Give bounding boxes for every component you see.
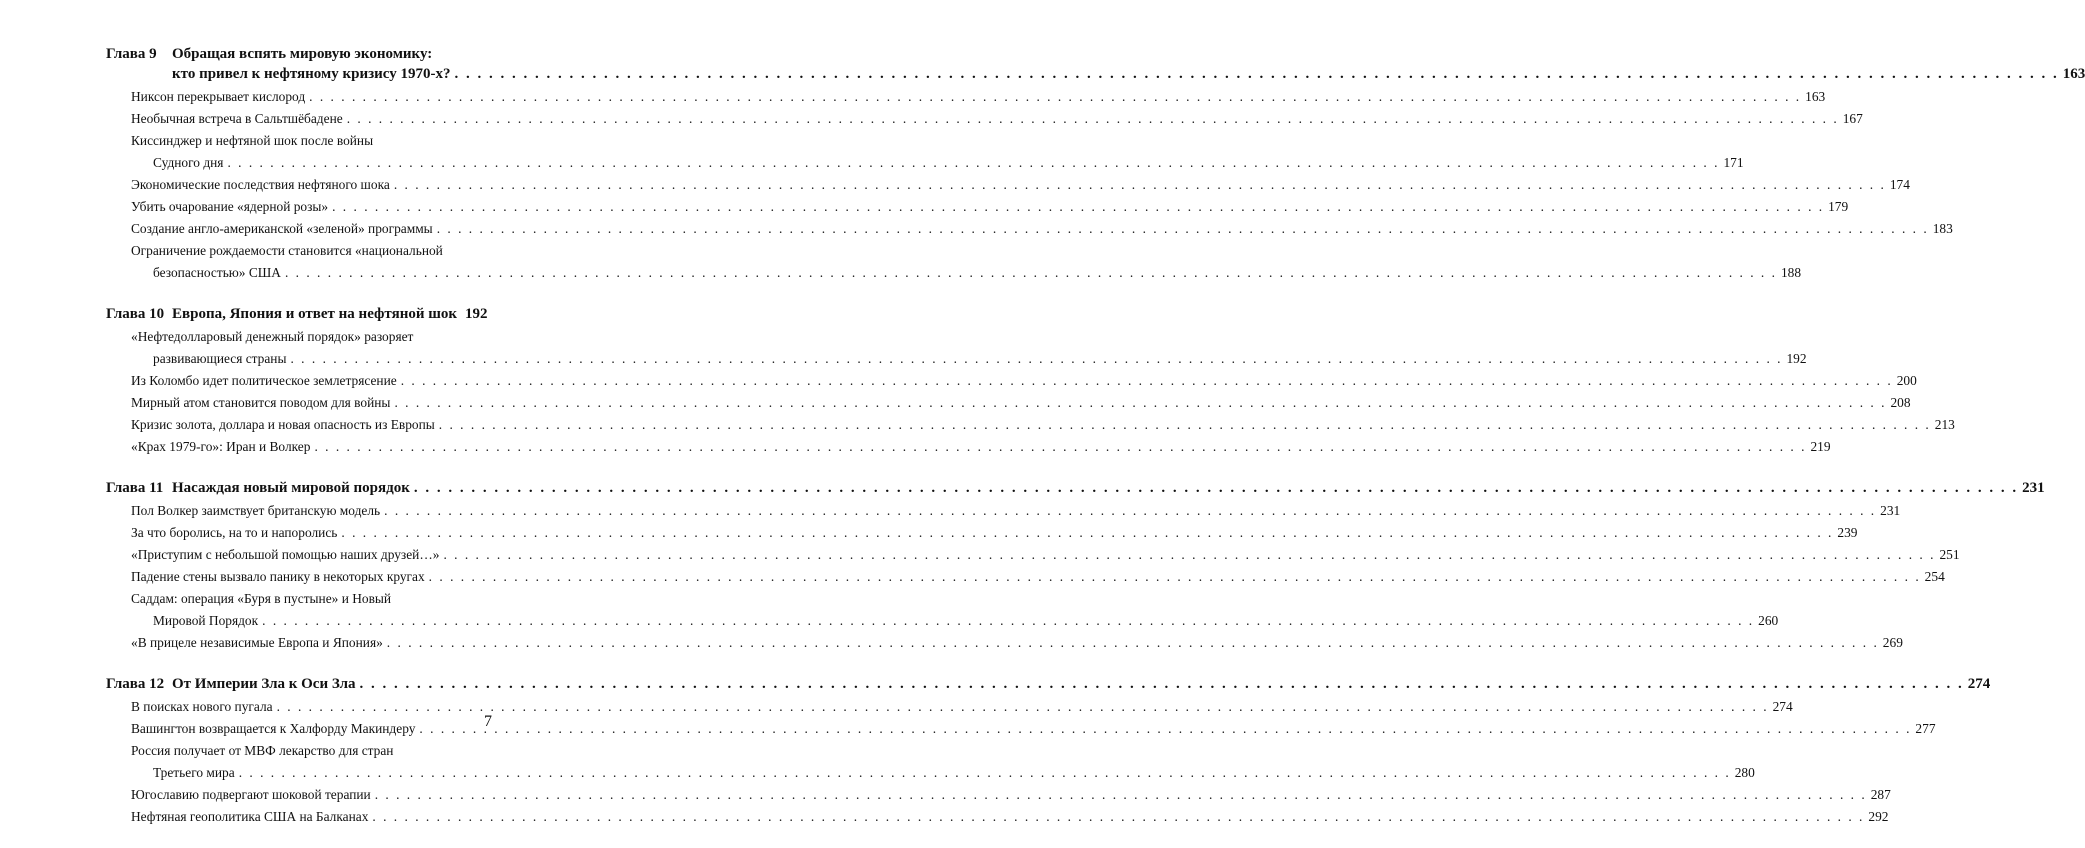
section-title: Мирный атом становится поводом для войны	[131, 395, 391, 410]
section-page: 179	[1828, 199, 1849, 214]
section-page: 208	[1890, 395, 1911, 410]
section-entry	[131, 370, 1917, 392]
section-page: 171	[1723, 155, 1744, 170]
chapter-9	[106, 44, 2085, 284]
section-title: «В прицеле независимые Европа и Япония»	[131, 635, 383, 650]
section-list	[106, 500, 1960, 654]
section-entry	[131, 218, 1953, 240]
section-page: 183	[1932, 221, 1953, 236]
section-page: 219	[1810, 439, 1831, 454]
chapter-page: 163	[2062, 66, 2085, 82]
section-title: «Приступим с небольшой помощью наших друзей…»	[131, 547, 440, 562]
dot-leader	[375, 784, 1867, 806]
dot-leader	[394, 392, 1886, 414]
section-title: В поисках нового пугала	[131, 699, 273, 714]
chapter-11	[106, 478, 2045, 654]
section-entry	[131, 414, 1955, 436]
section-page: 260	[1758, 613, 1779, 628]
chapter-heading	[106, 478, 2045, 498]
dot-leader	[419, 718, 1911, 740]
dot-leader	[290, 348, 1782, 370]
chapter-title: Насаждая новый мировой порядок	[172, 480, 410, 496]
section-page: 239	[1837, 525, 1858, 540]
dot-leader	[239, 762, 1731, 784]
section-page: 188	[1780, 265, 1802, 280]
section-page: 292	[1868, 809, 1889, 824]
dot-leader	[227, 152, 1719, 174]
section-title-continued: безопасностью» США	[153, 265, 281, 280]
dot-leader	[437, 218, 1929, 240]
chapter-label: Глава 10	[106, 306, 165, 322]
section-entry	[131, 806, 1889, 828]
section-title: Экономические последствия нефтяного шока	[131, 177, 390, 192]
section-entry	[131, 632, 1903, 654]
section-entry	[131, 326, 1807, 370]
chapter-page: 274	[1967, 676, 1991, 692]
dot-leader	[384, 500, 1876, 522]
section-page: 213	[1934, 417, 1955, 432]
section-entry	[131, 108, 1863, 130]
dot-leader	[443, 544, 1935, 566]
section-title: Необычная встреча в Сальтшёбадене	[131, 111, 343, 126]
section-entry	[131, 522, 1858, 544]
dot-leader	[372, 806, 1864, 828]
section-entry	[131, 500, 1901, 522]
dot-leader	[359, 674, 1963, 694]
section-title: Вашингтон возвращается к Халфорду Макиндеру	[131, 721, 416, 736]
chapter-title-line1: Обращая вспять мировую экономику:	[172, 46, 433, 62]
section-title: Кризис золота, доллара и новая опасность из Европы	[131, 417, 435, 432]
page-number: 7	[484, 713, 492, 730]
section-entry	[131, 392, 1911, 414]
section-page: 274	[1772, 699, 1793, 714]
section-entry	[131, 174, 1910, 196]
chapter-label: Глава 12	[106, 676, 165, 692]
section-title: Убить очарование «ядерной розы»	[131, 199, 329, 214]
section-entry	[131, 130, 1744, 174]
section-list	[106, 86, 1953, 284]
dot-leader	[387, 632, 1879, 654]
dot-leader	[429, 566, 1921, 588]
section-page: 200	[1896, 373, 1917, 388]
dot-leader	[262, 610, 1754, 632]
section-entry	[131, 566, 1945, 588]
chapter-page: 192	[465, 306, 488, 322]
section-page: 163	[1805, 89, 1826, 104]
section-page: 287	[1870, 787, 1891, 802]
section-page: 167	[1842, 111, 1863, 126]
section-page: 269	[1882, 635, 1903, 650]
table-of-contents	[106, 44, 2085, 848]
section-title: Югославию подвергают шоковой терапии	[131, 787, 371, 802]
chapter-12	[106, 674, 1991, 828]
dot-leader	[347, 108, 1839, 130]
chapter-page: 231	[2022, 480, 2045, 496]
section-entry	[131, 240, 1802, 284]
section-title: Падение стены вызвало панику в некоторых кругах	[131, 569, 425, 584]
dot-leader	[414, 478, 2018, 498]
section-entry	[131, 784, 1891, 806]
dot-leader	[401, 370, 1893, 392]
section-page: 280	[1734, 765, 1755, 780]
section-title: Из Коломбо идет политическое землетрясение	[131, 373, 397, 388]
chapter-label: Глава 9	[106, 46, 157, 62]
section-title: Создание англо-американской «зеленой» программы	[131, 221, 433, 236]
chapter-title-line2: кто привел к нефтяному кризису 1970-х?	[172, 66, 451, 82]
section-title: За что боролись, на то и напоролись	[131, 525, 338, 540]
section-title: Ограничение рождаемости становится «национальной	[131, 243, 443, 258]
dot-leader	[285, 262, 1777, 284]
dot-leader	[439, 414, 1931, 436]
section-entry	[131, 436, 1831, 458]
section-title: Нефтяная геополитика США на Балканах	[131, 809, 369, 824]
section-list	[106, 696, 1936, 828]
section-page: 231	[1880, 503, 1901, 518]
chapter-title: От Империи Зла к Оси Зла	[172, 676, 356, 692]
dot-leader	[332, 196, 1824, 218]
section-title: Никсон перекрывает кислород	[131, 89, 306, 104]
section-entry	[131, 588, 1779, 632]
section-page: 251	[1939, 547, 1960, 562]
dot-leader	[394, 174, 1886, 196]
chapter-heading	[106, 674, 1991, 694]
dot-leader	[314, 436, 1806, 458]
section-title-continued: Судного дня	[153, 155, 224, 170]
section-page: 174	[1889, 177, 1910, 192]
section-page: 277	[1915, 721, 1936, 736]
chapter-label: Глава 11	[106, 480, 164, 496]
section-list	[106, 326, 1955, 458]
section-entry	[131, 196, 1849, 218]
chapter-10	[106, 304, 1955, 458]
dot-leader	[277, 696, 1769, 718]
section-title-continued: Третьего мира	[153, 765, 235, 780]
section-title: Пол Волкер заимствует британскую модель	[131, 503, 381, 518]
section-title: Россия получает от МВФ лекарство для стран	[131, 743, 394, 758]
section-title-continued: развивающиеся страны	[153, 351, 287, 366]
chapter-heading	[106, 304, 488, 324]
dot-leader	[309, 86, 1801, 108]
section-entry	[131, 544, 1960, 566]
section-entry	[131, 86, 1826, 108]
section-title: Саддам: операция «Буря в пустыне» и Новый	[131, 591, 392, 606]
section-page: 254	[1924, 569, 1945, 584]
section-title-continued: Мировой Порядок	[153, 613, 259, 628]
chapter-title: Европа, Япония и ответ на нефтяной шок	[172, 306, 458, 322]
section-title: «Нефтедолларовый денежный порядок» разоряет	[131, 329, 414, 344]
section-entry	[131, 740, 1755, 784]
chapter-heading	[106, 44, 2085, 84]
section-page: 192	[1786, 351, 1807, 366]
dot-leader	[341, 522, 1833, 544]
section-title: «Крах 1979-го»: Иран и Волкер	[131, 439, 311, 454]
section-entry	[131, 696, 1793, 718]
dot-leader	[454, 64, 2058, 84]
section-title: Киссинджер и нефтяной шок после войны	[131, 133, 374, 148]
section-entry	[131, 718, 1936, 740]
